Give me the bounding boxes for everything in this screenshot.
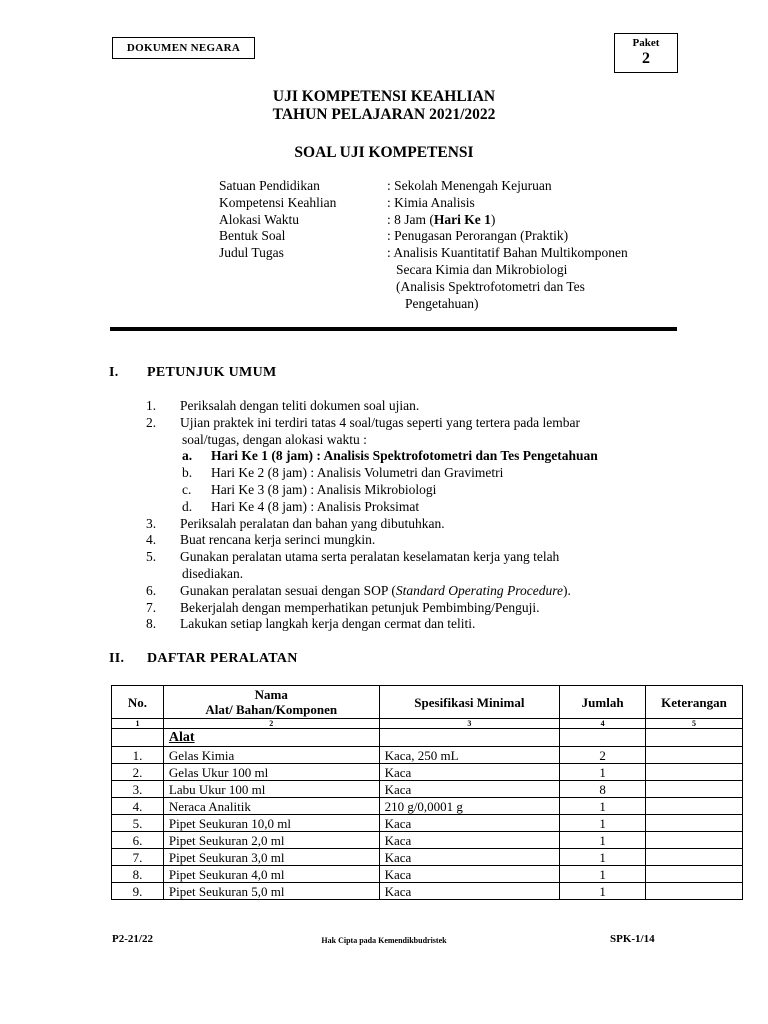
info-value-bold: Hari Ke 1 bbox=[433, 211, 491, 227]
sub-list-text: Hari Ke 4 (8 jam) : Analisis Proksimat bbox=[211, 498, 420, 514]
list-item bbox=[146, 398, 675, 415]
index-cell: 4 bbox=[560, 719, 646, 729]
cell-name: Pipet Seukuran 4,0 ml bbox=[163, 866, 379, 883]
section-title: PETUNJUK UMUM bbox=[147, 365, 277, 380]
list-number: 3. bbox=[146, 515, 157, 531]
list-item bbox=[146, 549, 675, 566]
cell-name: Gelas Ukur 100 ml bbox=[163, 764, 379, 781]
info-value: : Sekolah Menengah Kejuruan bbox=[387, 178, 552, 193]
table-index-row bbox=[112, 719, 743, 729]
index-cell: 1 bbox=[112, 719, 164, 729]
sub-list-text: Hari Ke 3 (8 jam) : Analisis Mikrobiologi bbox=[211, 481, 437, 497]
table-header-row bbox=[112, 686, 743, 719]
info-key: Judul Tugas bbox=[219, 245, 284, 261]
list-text: Bekerjalah dengan memperhatikan petunjuk Pembimbing/Penguji. bbox=[180, 599, 540, 615]
cell-spec: 210 g/0,0001 g bbox=[379, 798, 560, 815]
list-number: 7. bbox=[146, 599, 157, 615]
list-text: Lakukan setiap langkah kerja dengan cermat dan teliti. bbox=[180, 616, 476, 632]
cell-name: Gelas Kimia bbox=[163, 747, 379, 764]
cell-qty: 1 bbox=[560, 849, 646, 866]
title-line-2: TAHUN PELAJARAN 2021/2022 bbox=[272, 106, 496, 123]
list-text-italic: Standard Operating Procedure bbox=[395, 582, 564, 598]
list-text-pre: Gunakan peralatan sesuai dengan SOP ( bbox=[180, 582, 396, 598]
judul-continuation: (Analisis Spektrofotometri dan Tes bbox=[396, 278, 585, 294]
cell-no: 2. bbox=[112, 764, 164, 781]
cell-spec: Kaca bbox=[379, 883, 560, 900]
cell-no: 6. bbox=[112, 832, 164, 849]
header-name-line1: Nama bbox=[254, 687, 288, 702]
section-title: DAFTAR PERALATAN bbox=[147, 651, 298, 666]
cell-note bbox=[646, 815, 743, 832]
list-text: Buat rencana kerja serinci mungkin. bbox=[180, 532, 376, 548]
cell-no: 1. bbox=[112, 747, 164, 764]
list-number: 4. bbox=[146, 532, 157, 548]
list-text: Periksalah dengan teliti dokumen soal ujian. bbox=[180, 398, 420, 413]
list-item bbox=[146, 583, 675, 600]
info-value: : Kimia Analisis bbox=[387, 194, 475, 210]
cell-note bbox=[646, 798, 743, 815]
cell-note bbox=[646, 764, 743, 781]
sub-list-number: b. bbox=[182, 465, 193, 481]
cell-note bbox=[646, 781, 743, 798]
sub-list-item bbox=[146, 482, 675, 499]
paket-label: Paket bbox=[632, 37, 660, 49]
info-value: : Analisis Kuantitatif Bahan Multikomponen bbox=[387, 245, 628, 261]
cell-qty: 2 bbox=[560, 747, 646, 764]
paket-box bbox=[614, 33, 678, 73]
sub-list-number: d. bbox=[182, 498, 193, 514]
info-key: Bentuk Soal bbox=[219, 228, 286, 244]
info-key: Kompetensi Keahlian bbox=[219, 194, 337, 210]
list-number: 2. bbox=[146, 414, 157, 430]
sub-list-number: c. bbox=[182, 481, 192, 497]
cell-qty: 1 bbox=[560, 832, 646, 849]
table-cell bbox=[560, 729, 646, 747]
judul-continuation: Secara Kimia dan Mikrobiologi bbox=[396, 261, 568, 277]
section-heading-peralatan bbox=[109, 651, 298, 667]
header-name bbox=[163, 686, 379, 719]
info-key: Satuan Pendidikan bbox=[219, 178, 320, 193]
table-cell bbox=[163, 729, 379, 747]
cell-qty: 1 bbox=[560, 815, 646, 832]
table-cell bbox=[379, 729, 560, 747]
list-item bbox=[146, 616, 675, 633]
list-item bbox=[146, 532, 675, 549]
list-number: 6. bbox=[146, 582, 157, 598]
sub-list-item bbox=[146, 499, 675, 516]
cell-name: Neraca Analitik bbox=[163, 798, 379, 815]
cell-note bbox=[646, 747, 743, 764]
cell-spec: Kaca, 250 mL bbox=[379, 747, 560, 764]
table-row bbox=[112, 798, 743, 815]
table-row bbox=[112, 866, 743, 883]
cell-note bbox=[646, 849, 743, 866]
list-number: 1. bbox=[146, 398, 157, 413]
info-row bbox=[219, 195, 689, 212]
list-text: Periksalah peralatan dan bahan yang dibutuhkan. bbox=[180, 515, 445, 531]
header-spec: Spesifikasi Minimal bbox=[379, 686, 560, 719]
cell-name: Labu Ukur 100 ml bbox=[163, 781, 379, 798]
info-value-post: ) bbox=[490, 211, 496, 227]
cell-name: Pipet Seukuran 5,0 ml bbox=[163, 883, 379, 900]
footer-copyright: Hak Cipta pada Kemendikbudristek bbox=[321, 936, 447, 945]
table-section-row bbox=[112, 729, 743, 747]
index-cell: 5 bbox=[646, 719, 743, 729]
footer-page-code: SPK-1/14 bbox=[610, 933, 655, 945]
cell-name: Pipet Seukuran 3,0 ml bbox=[163, 849, 379, 866]
table-row bbox=[112, 747, 743, 764]
section-heading-petunjuk bbox=[109, 365, 277, 381]
table-cell bbox=[646, 729, 743, 747]
cell-spec: Kaca bbox=[379, 866, 560, 883]
info-value bbox=[387, 212, 689, 229]
index-cell: 3 bbox=[379, 719, 560, 729]
info-key: Alokasi Waktu bbox=[219, 211, 300, 227]
section-label-alat: Alat bbox=[168, 730, 195, 745]
list-item bbox=[146, 600, 675, 617]
table-row bbox=[112, 832, 743, 849]
info-row bbox=[219, 245, 689, 262]
list-text: Gunakan peralatan utama serta peralatan keselamatan kerja yang telah bbox=[180, 549, 560, 565]
cell-spec: Kaca bbox=[379, 849, 560, 866]
cell-no: 9. bbox=[112, 883, 164, 900]
list-text-continuation: soal/tugas, dengan alokasi waktu : bbox=[182, 431, 367, 447]
exam-info-block bbox=[219, 178, 689, 312]
paket-number: 2 bbox=[642, 50, 650, 67]
cell-note bbox=[646, 883, 743, 900]
cell-spec: Kaca bbox=[379, 781, 560, 798]
info-row bbox=[219, 212, 689, 229]
header-no: No. bbox=[112, 686, 164, 719]
cell-no: 4. bbox=[112, 798, 164, 815]
cell-spec: Kaca bbox=[379, 764, 560, 781]
list-item bbox=[146, 415, 675, 432]
horizontal-rule bbox=[110, 327, 677, 331]
cell-qty: 1 bbox=[560, 866, 646, 883]
list-number: 8. bbox=[146, 616, 157, 632]
list-text-continuation: disediakan. bbox=[182, 565, 244, 581]
cell-spec: Kaca bbox=[379, 832, 560, 849]
sub-list-text: Hari Ke 1 (8 jam) : Analisis Spektrofotometri dan Tes Pengetahuan bbox=[211, 448, 598, 464]
judul-continuation: Pengetahuan) bbox=[405, 295, 479, 311]
index-cell: 2 bbox=[163, 719, 379, 729]
sub-list-item bbox=[146, 448, 675, 465]
cell-qty: 1 bbox=[560, 764, 646, 781]
instruction-list bbox=[146, 398, 675, 633]
footer-code: P2-21/22 bbox=[112, 933, 153, 945]
cell-no: 3. bbox=[112, 781, 164, 798]
sub-list-text: Hari Ke 2 (8 jam) : Analisis Volumetri dan Gravimetri bbox=[211, 465, 504, 481]
section-number: II. bbox=[109, 651, 125, 666]
table-row bbox=[112, 764, 743, 781]
table-row bbox=[112, 849, 743, 866]
document-classification-badge: DOKUMEN NEGARA bbox=[112, 37, 255, 59]
cell-name: Pipet Seukuran 10,0 ml bbox=[163, 815, 379, 832]
info-value: : Penugasan Perorangan (Praktik) bbox=[387, 228, 569, 244]
cell-no: 5. bbox=[112, 815, 164, 832]
cell-no: 8. bbox=[112, 866, 164, 883]
header-qty: Jumlah bbox=[560, 686, 646, 719]
list-number: 5. bbox=[146, 549, 157, 565]
section-number: I. bbox=[109, 365, 119, 380]
list-text bbox=[180, 583, 675, 600]
table-row bbox=[112, 883, 743, 900]
cell-name: Pipet Seukuran 2,0 ml bbox=[163, 832, 379, 849]
sub-list-number: a. bbox=[182, 448, 193, 464]
equipment-table bbox=[111, 685, 743, 900]
table-row bbox=[112, 781, 743, 798]
info-row bbox=[219, 178, 689, 195]
cell-qty: 1 bbox=[560, 883, 646, 900]
title-line-1: UJI KOMPETENSI KEAHLIAN bbox=[272, 88, 496, 105]
cell-qty: 1 bbox=[560, 798, 646, 815]
table-cell bbox=[112, 729, 164, 747]
cell-spec: Kaca bbox=[379, 815, 560, 832]
title-line-3: SOAL UJI KOMPETENSI bbox=[294, 144, 474, 161]
cell-note bbox=[646, 866, 743, 883]
list-text: Ujian praktek ini terdiri tatas 4 soal/tugas seperti yang tertera pada lembar bbox=[180, 414, 580, 430]
info-row bbox=[219, 228, 689, 245]
sub-list-item bbox=[146, 465, 675, 482]
table-row bbox=[112, 815, 743, 832]
info-value-pre: : 8 Jam ( bbox=[387, 211, 434, 227]
list-text-post: ). bbox=[563, 582, 571, 598]
header-name-line2: Alat/ Bahan/Komponen bbox=[205, 702, 338, 717]
header-note: Keterangan bbox=[646, 686, 743, 719]
cell-qty: 8 bbox=[560, 781, 646, 798]
cell-no: 7. bbox=[112, 849, 164, 866]
list-item bbox=[146, 516, 675, 533]
cell-note bbox=[646, 832, 743, 849]
